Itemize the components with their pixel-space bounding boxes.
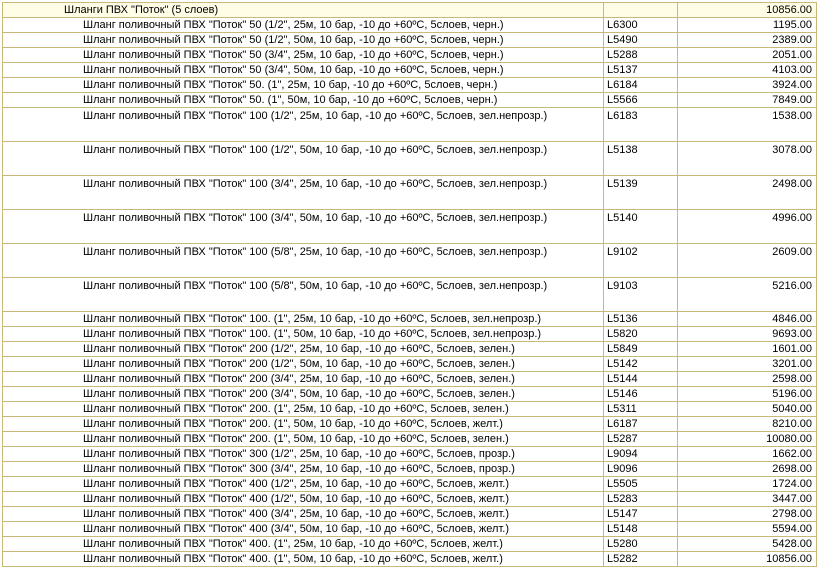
group-price-cell: 10856.00 <box>678 2 817 18</box>
table-row <box>2 342 817 357</box>
table-row <box>2 372 817 387</box>
table-row <box>2 462 817 477</box>
table-row <box>2 492 817 507</box>
product-code-cell: L5566 <box>604 93 678 108</box>
product-name-cell: Шланг поливочный ПВХ "Поток" 100. (1", 25м, 10 бар, -10 до +60ºС, 5слоев, зел.непрозр.) <box>2 312 604 327</box>
product-code-cell: L6187 <box>604 417 678 432</box>
product-name-cell: Шланг поливочный ПВХ "Поток" 100 (1/2", 25м, 10 бар, -10 до +60ºС, 5слоев, зел.непрозр.) <box>2 108 604 142</box>
product-price-cell: 8210.00 <box>678 417 817 432</box>
product-price-cell: 2609.00 <box>678 244 817 278</box>
product-price-cell: 4103.00 <box>678 63 817 78</box>
group-name-cell: Шланги ПВХ "Поток" (5 слоев) <box>2 2 604 18</box>
table-row <box>2 78 817 93</box>
table-row <box>2 312 817 327</box>
product-name-cell: Шланг поливочный ПВХ "Поток" 200 (3/4", 50м, 10 бар, -10 до +60ºС, 5слоев, зелен.) <box>2 387 604 402</box>
product-code-cell: L5136 <box>604 312 678 327</box>
product-price-cell: 2389.00 <box>678 33 817 48</box>
table-row <box>2 142 817 176</box>
product-name-cell: Шланг поливочный ПВХ "Поток" 50. (1", 25м, 10 бар, -10 до +60ºС, 5слоев, черн.) <box>2 78 604 93</box>
table-row <box>2 387 817 402</box>
table-row <box>2 244 817 278</box>
product-price-cell: 2051.00 <box>678 48 817 63</box>
product-code-cell: L5148 <box>604 522 678 537</box>
product-code-cell: L5146 <box>604 387 678 402</box>
product-code-cell: L5142 <box>604 357 678 372</box>
product-name-cell: Шланг поливочный ПВХ "Поток" 400. (1", 50м, 10 бар, -10 до +60ºС, 5слоев, желт.) <box>2 552 604 567</box>
product-price-cell: 2598.00 <box>678 372 817 387</box>
product-name-cell: Шланг поливочный ПВХ "Поток" 200 (3/4", 25м, 10 бар, -10 до +60ºС, 5слоев, зелен.) <box>2 372 604 387</box>
product-name-cell: Шланг поливочный ПВХ "Поток" 300 (1/2", 25м, 10 бар, -10 до +60ºС, 5слоев, прозр.) <box>2 447 604 462</box>
product-code-cell: L5147 <box>604 507 678 522</box>
product-code-cell: L5287 <box>604 432 678 447</box>
table-row <box>2 210 817 244</box>
product-code-cell: L5140 <box>604 210 678 244</box>
product-name-cell: Шланг поливочный ПВХ "Поток" 400 (3/4", 50м, 10 бар, -10 до +60ºС, 5слоев, желт.) <box>2 522 604 537</box>
product-price-cell: 5040.00 <box>678 402 817 417</box>
product-code-cell: L5505 <box>604 477 678 492</box>
product-name-cell: Шланг поливочный ПВХ "Поток" 200. (1", 25м, 10 бар, -10 до +60ºС, 5слоев, зелен.) <box>2 402 604 417</box>
product-code-cell: L5490 <box>604 33 678 48</box>
table-row <box>2 63 817 78</box>
product-price-cell: 3078.00 <box>678 142 817 176</box>
product-code-cell: L6300 <box>604 18 678 33</box>
table-row <box>2 108 817 142</box>
table-row <box>2 357 817 372</box>
product-price-cell: 2798.00 <box>678 507 817 522</box>
product-code-cell: L5820 <box>604 327 678 342</box>
product-name-cell: Шланг поливочный ПВХ "Поток" 100 (1/2", 50м, 10 бар, -10 до +60ºС, 5слоев, зел.непрозр.) <box>2 142 604 176</box>
table-row <box>2 537 817 552</box>
table-row <box>2 447 817 462</box>
product-code-cell: L5139 <box>604 176 678 210</box>
product-code-cell: L9094 <box>604 447 678 462</box>
product-price-cell: 1601.00 <box>678 342 817 357</box>
product-name-cell: Шланг поливочный ПВХ "Поток" 50. (1", 50м, 10 бар, -10 до +60ºС, 5слоев, черн.) <box>2 93 604 108</box>
table-row <box>2 552 817 567</box>
table-row <box>2 327 817 342</box>
table-row <box>2 48 817 63</box>
product-price-cell: 4996.00 <box>678 210 817 244</box>
product-price-cell: 7849.00 <box>678 93 817 108</box>
product-price-cell: 5594.00 <box>678 522 817 537</box>
table-row <box>2 278 817 312</box>
product-code-cell: L5144 <box>604 372 678 387</box>
product-code-cell: L5849 <box>604 342 678 357</box>
product-price-cell: 10856.00 <box>678 552 817 567</box>
table-row <box>2 93 817 108</box>
product-name-cell: Шланг поливочный ПВХ "Поток" 200 (1/2", 50м, 10 бар, -10 до +60ºС, 5слоев, зелен.) <box>2 357 604 372</box>
product-code-cell: L5282 <box>604 552 678 567</box>
table-row <box>2 522 817 537</box>
price-list-table <box>2 2 817 567</box>
table-row <box>2 176 817 210</box>
product-code-cell: L5311 <box>604 402 678 417</box>
product-price-cell: 3924.00 <box>678 78 817 93</box>
product-code-cell: L9102 <box>604 244 678 278</box>
product-name-cell: Шланг поливочный ПВХ "Поток" 100 (5/8", 50м, 10 бар, -10 до +60ºС, 5слоев, зел.непрозр.) <box>2 278 604 312</box>
product-name-cell: Шланг поливочный ПВХ "Поток" 400. (1", 25м, 10 бар, -10 до +60ºС, 5слоев, желт.) <box>2 537 604 552</box>
table-row <box>2 432 817 447</box>
product-name-cell: Шланг поливочный ПВХ "Поток" 100. (1", 50м, 10 бар, -10 до +60ºС, 5слоев, зел.непрозр.) <box>2 327 604 342</box>
product-code-cell: L9096 <box>604 462 678 477</box>
product-code-cell: L5138 <box>604 142 678 176</box>
product-name-cell: Шланг поливочный ПВХ "Поток" 200 (1/2", 25м, 10 бар, -10 до +60ºС, 5слоев, зелен.) <box>2 342 604 357</box>
product-price-cell: 5196.00 <box>678 387 817 402</box>
product-code-cell: L5137 <box>604 63 678 78</box>
product-name-cell: Шланг поливочный ПВХ "Поток" 100 (3/4", 50м, 10 бар, -10 до +60ºС, 5слоев, зел.непрозр.) <box>2 210 604 244</box>
product-code-cell: L9103 <box>604 278 678 312</box>
product-price-cell: 2698.00 <box>678 462 817 477</box>
product-name-cell: Шланг поливочный ПВХ "Поток" 50 (3/4", 50м, 10 бар, -10 до +60ºС, 5слоев, черн.) <box>2 63 604 78</box>
group-code-cell <box>604 2 678 18</box>
product-price-cell: 1724.00 <box>678 477 817 492</box>
product-price-cell: 3447.00 <box>678 492 817 507</box>
table-row <box>2 402 817 417</box>
product-name-cell: Шланг поливочный ПВХ "Поток" 50 (1/2", 25м, 10 бар, -10 до +60ºС, 5слоев, черн.) <box>2 18 604 33</box>
product-price-cell: 1662.00 <box>678 447 817 462</box>
product-name-cell: Шланг поливочный ПВХ "Поток" 400 (1/2", 50м, 10 бар, -10 до +60ºС, 5слоев, желт.) <box>2 492 604 507</box>
product-code-cell: L6183 <box>604 108 678 142</box>
product-price-cell: 5428.00 <box>678 537 817 552</box>
product-price-cell: 10080.00 <box>678 432 817 447</box>
table-row <box>2 18 817 33</box>
product-name-cell: Шланг поливочный ПВХ "Поток" 50 (3/4", 25м, 10 бар, -10 до +60ºС, 5слоев, черн.) <box>2 48 604 63</box>
product-code-cell: L5288 <box>604 48 678 63</box>
table-row <box>2 477 817 492</box>
product-name-cell: Шланг поливочный ПВХ "Поток" 400 (1/2", 25м, 10 бар, -10 до +60ºС, 5слоев, желт.) <box>2 477 604 492</box>
product-name-cell: Шланг поливочный ПВХ "Поток" 200. (1", 50м, 10 бар, -10 до +60ºС, 5слоев, зелен.) <box>2 432 604 447</box>
product-name-cell: Шланг поливочный ПВХ "Поток" 200. (1", 50м, 10 бар, -10 до +60ºС, 5слоев, желт.) <box>2 417 604 432</box>
product-price-cell: 3201.00 <box>678 357 817 372</box>
product-code-cell: L5283 <box>604 492 678 507</box>
product-price-cell: 9693.00 <box>678 327 817 342</box>
product-price-cell: 2498.00 <box>678 176 817 210</box>
product-name-cell: Шланг поливочный ПВХ "Поток" 50 (1/2", 50м, 10 бар, -10 до +60ºС, 5слоев, черн.) <box>2 33 604 48</box>
product-name-cell: Шланг поливочный ПВХ "Поток" 100 (3/4", 25м, 10 бар, -10 до +60ºС, 5слоев, зел.непрозр.) <box>2 176 604 210</box>
product-price-cell: 1538.00 <box>678 108 817 142</box>
table-row <box>2 507 817 522</box>
product-name-cell: Шланг поливочный ПВХ "Поток" 300 (3/4", 25м, 10 бар, -10 до +60ºС, 5слоев, прозр.) <box>2 462 604 477</box>
product-code-cell: L6184 <box>604 78 678 93</box>
group-header-row <box>2 2 817 18</box>
table-row <box>2 417 817 432</box>
table-row <box>2 33 817 48</box>
product-price-cell: 5216.00 <box>678 278 817 312</box>
product-price-cell: 4846.00 <box>678 312 817 327</box>
product-price-cell: 1195.00 <box>678 18 817 33</box>
product-code-cell: L5280 <box>604 537 678 552</box>
product-name-cell: Шланг поливочный ПВХ "Поток" 100 (5/8", 25м, 10 бар, -10 до +60ºС, 5слоев, зел.непрозр.) <box>2 244 604 278</box>
product-name-cell: Шланг поливочный ПВХ "Поток" 400 (3/4", 25м, 10 бар, -10 до +60ºС, 5слоев, желт.) <box>2 507 604 522</box>
